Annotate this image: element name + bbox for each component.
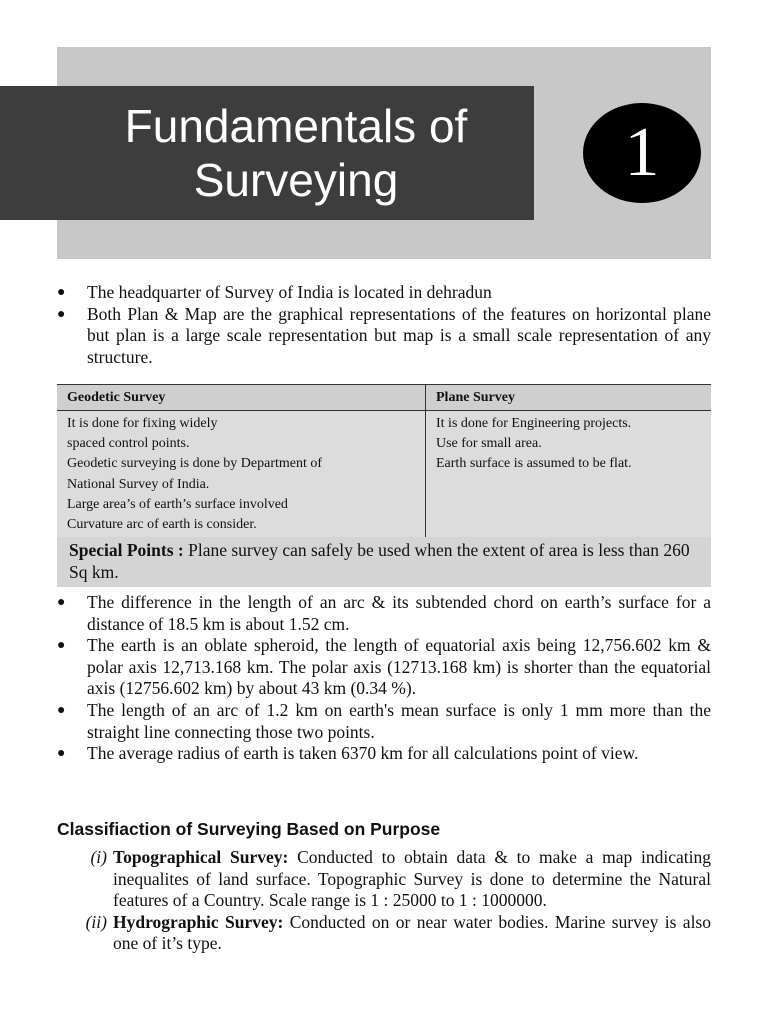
table-cell-line: Earth surface is assumed to be flat. bbox=[436, 456, 632, 472]
list-item: ● The earth is an oblate spheroid, the length of equatorial axis being 12,756.602 km & polar axis 12,713.168 km. The polar axis (12713.168 km) is shorter than the equatorial axis (12756.602 km) by about 43 km (0.34 %). bbox=[57, 635, 711, 699]
list-item: ● The difference in the length of an arc & its subtended chord on earth’s surface for a distance of 18.5 km is about 1.52 cm. bbox=[57, 592, 711, 634]
plane-survey-cell bbox=[426, 411, 712, 538]
intro-bullet-list bbox=[57, 282, 711, 368]
item-text: Conducted to obtain data & to make a map indicating inequalites of land surface. Topographic Survey is done to determine the Natural features of a Country. Scale range is 1 : 25000 to 1 : 1000000. bbox=[113, 847, 711, 911]
list-item: ● Both Plan & Map are the graphical representations of the features on horizontal plane but plan is a large scale representation but map is a small scale representation of any structure. bbox=[57, 303, 711, 367]
chapter-title-band bbox=[0, 86, 534, 220]
table-cell-line: It is done for fixing widely bbox=[67, 416, 218, 431]
table-cell-line: Curvature arc of earth is consider. bbox=[67, 517, 257, 533]
classification-list bbox=[57, 847, 711, 955]
bullet-icon: ● bbox=[57, 306, 66, 322]
table-cell-line: spaced control points. bbox=[67, 436, 190, 452]
bullet-icon: ● bbox=[57, 595, 66, 610]
table-header-plane: Plane Survey bbox=[426, 385, 712, 411]
table-cell-line: Geodetic surveying is done by Department of bbox=[67, 456, 323, 472]
bullet-icon: ● bbox=[57, 285, 66, 300]
item-term: Hydrographic Survey: bbox=[113, 911, 284, 932]
geodetic-survey-cell bbox=[57, 411, 426, 538]
item-text: Conducted on or near water bodies. Marine survey is also one of it’s type. bbox=[113, 911, 711, 954]
special-points-text: Plane survey can safely be used when the extent of area is less than 260 Sq km. bbox=[69, 540, 690, 582]
table-cell-line: It is done for Engineering projects. bbox=[436, 416, 632, 431]
special-points-box bbox=[57, 537, 711, 587]
bullet-icon: ● bbox=[57, 638, 66, 654]
list-item: ● The length of an arc of 1.2 km on earth's mean surface is only 1 mm more than the straight line connecting those two points. bbox=[57, 699, 711, 742]
table-header-geodetic: Geodetic Survey bbox=[57, 385, 426, 411]
list-item bbox=[57, 847, 711, 912]
table-cell-line: National Survey of India. bbox=[67, 476, 210, 492]
item-number: (ii) bbox=[85, 911, 107, 932]
table-cell-line: Use for small area. bbox=[436, 436, 542, 452]
chapter-number-badge: 1 bbox=[583, 103, 701, 203]
table-cell-line: Large area’s of earth’s surface involved bbox=[67, 496, 288, 512]
list-item: ● The average radius of earth is taken 6370 km for all calculations point of view. bbox=[57, 743, 639, 764]
list-item bbox=[57, 912, 711, 955]
item-term: Topographical Survey: bbox=[113, 847, 289, 867]
bullet-icon: ● bbox=[57, 702, 66, 718]
list-item: ● The headquarter of Survey of India is located in dehradun bbox=[57, 282, 492, 302]
special-points-label: Special Points : bbox=[69, 540, 184, 560]
survey-comparison-table bbox=[57, 384, 711, 538]
chapter-title: Fundamentals of Surveying bbox=[124, 100, 468, 206]
item-number: (i) bbox=[90, 847, 107, 867]
bullet-icon: ● bbox=[57, 746, 66, 762]
section-heading: Classifiaction of Surveying Based on Purpose bbox=[57, 819, 441, 839]
facts-bullet-list bbox=[57, 592, 711, 765]
